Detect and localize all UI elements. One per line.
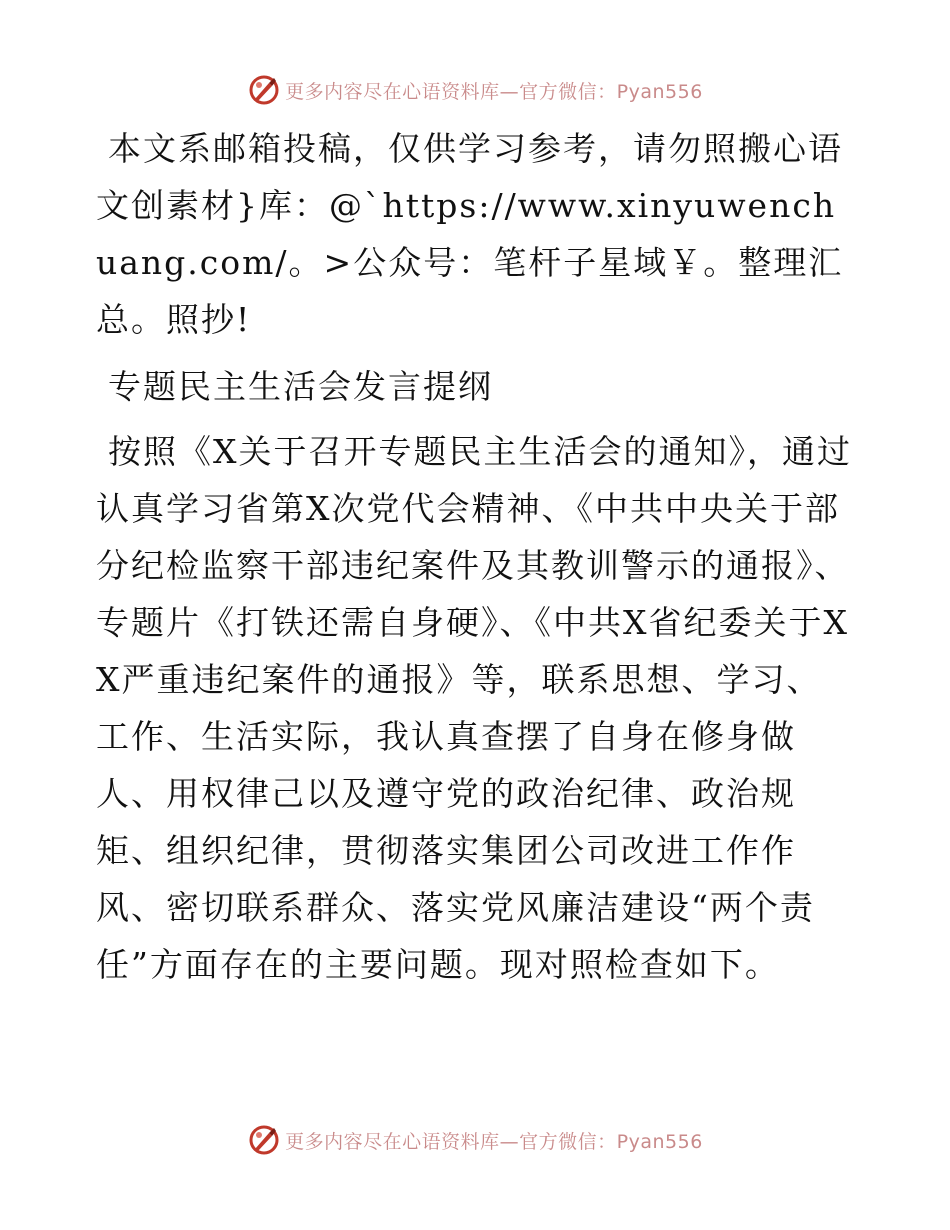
footer-banner-text: 更多内容尽在心语资料库—官方微信：Pyan556: [285, 1130, 703, 1153]
footer-banner: [0, 1120, 950, 1160]
intro-paragraph: 本文系邮箱投稿，仅供学习参考，请勿照搬心语文创素材}库：@`https://www.xinyuwenchuang.com/。>公众号：笔杆子星域￥。整理汇总。照抄!: [96, 129, 844, 339]
pen-swirl-logo-icon: [247, 1123, 281, 1157]
document-body: [96, 120, 856, 993]
document-title: 专题民主生活会发言提纲: [108, 367, 493, 406]
body-paragraph: 按照《X关于召开专题民主生活会的通知》，通过认真学习省第X次党代会精神、《中共中央关于部分纪检监察干部违纪案件及其教训警示的通报》、专题片《打铁还需自身硬》、《中共X省纪委关于XX严重违纪案件的通报》等，联系思想、学习、工作、生活实际，我认真查摆了自身在修身做人、用权律己以及遵守党的政治纪律、政治规矩、组织纪律，贯彻落实集团公司改进工作作风、密切联系群众、落实党风廉洁建设“两个责任”方面存在的主要问题。现对照检查如下。: [96, 432, 852, 984]
header-banner: [0, 70, 950, 110]
header-banner-text: 更多内容尽在心语资料库—官方微信：Pyan556: [285, 80, 703, 103]
pen-swirl-logo-icon: [247, 73, 281, 107]
